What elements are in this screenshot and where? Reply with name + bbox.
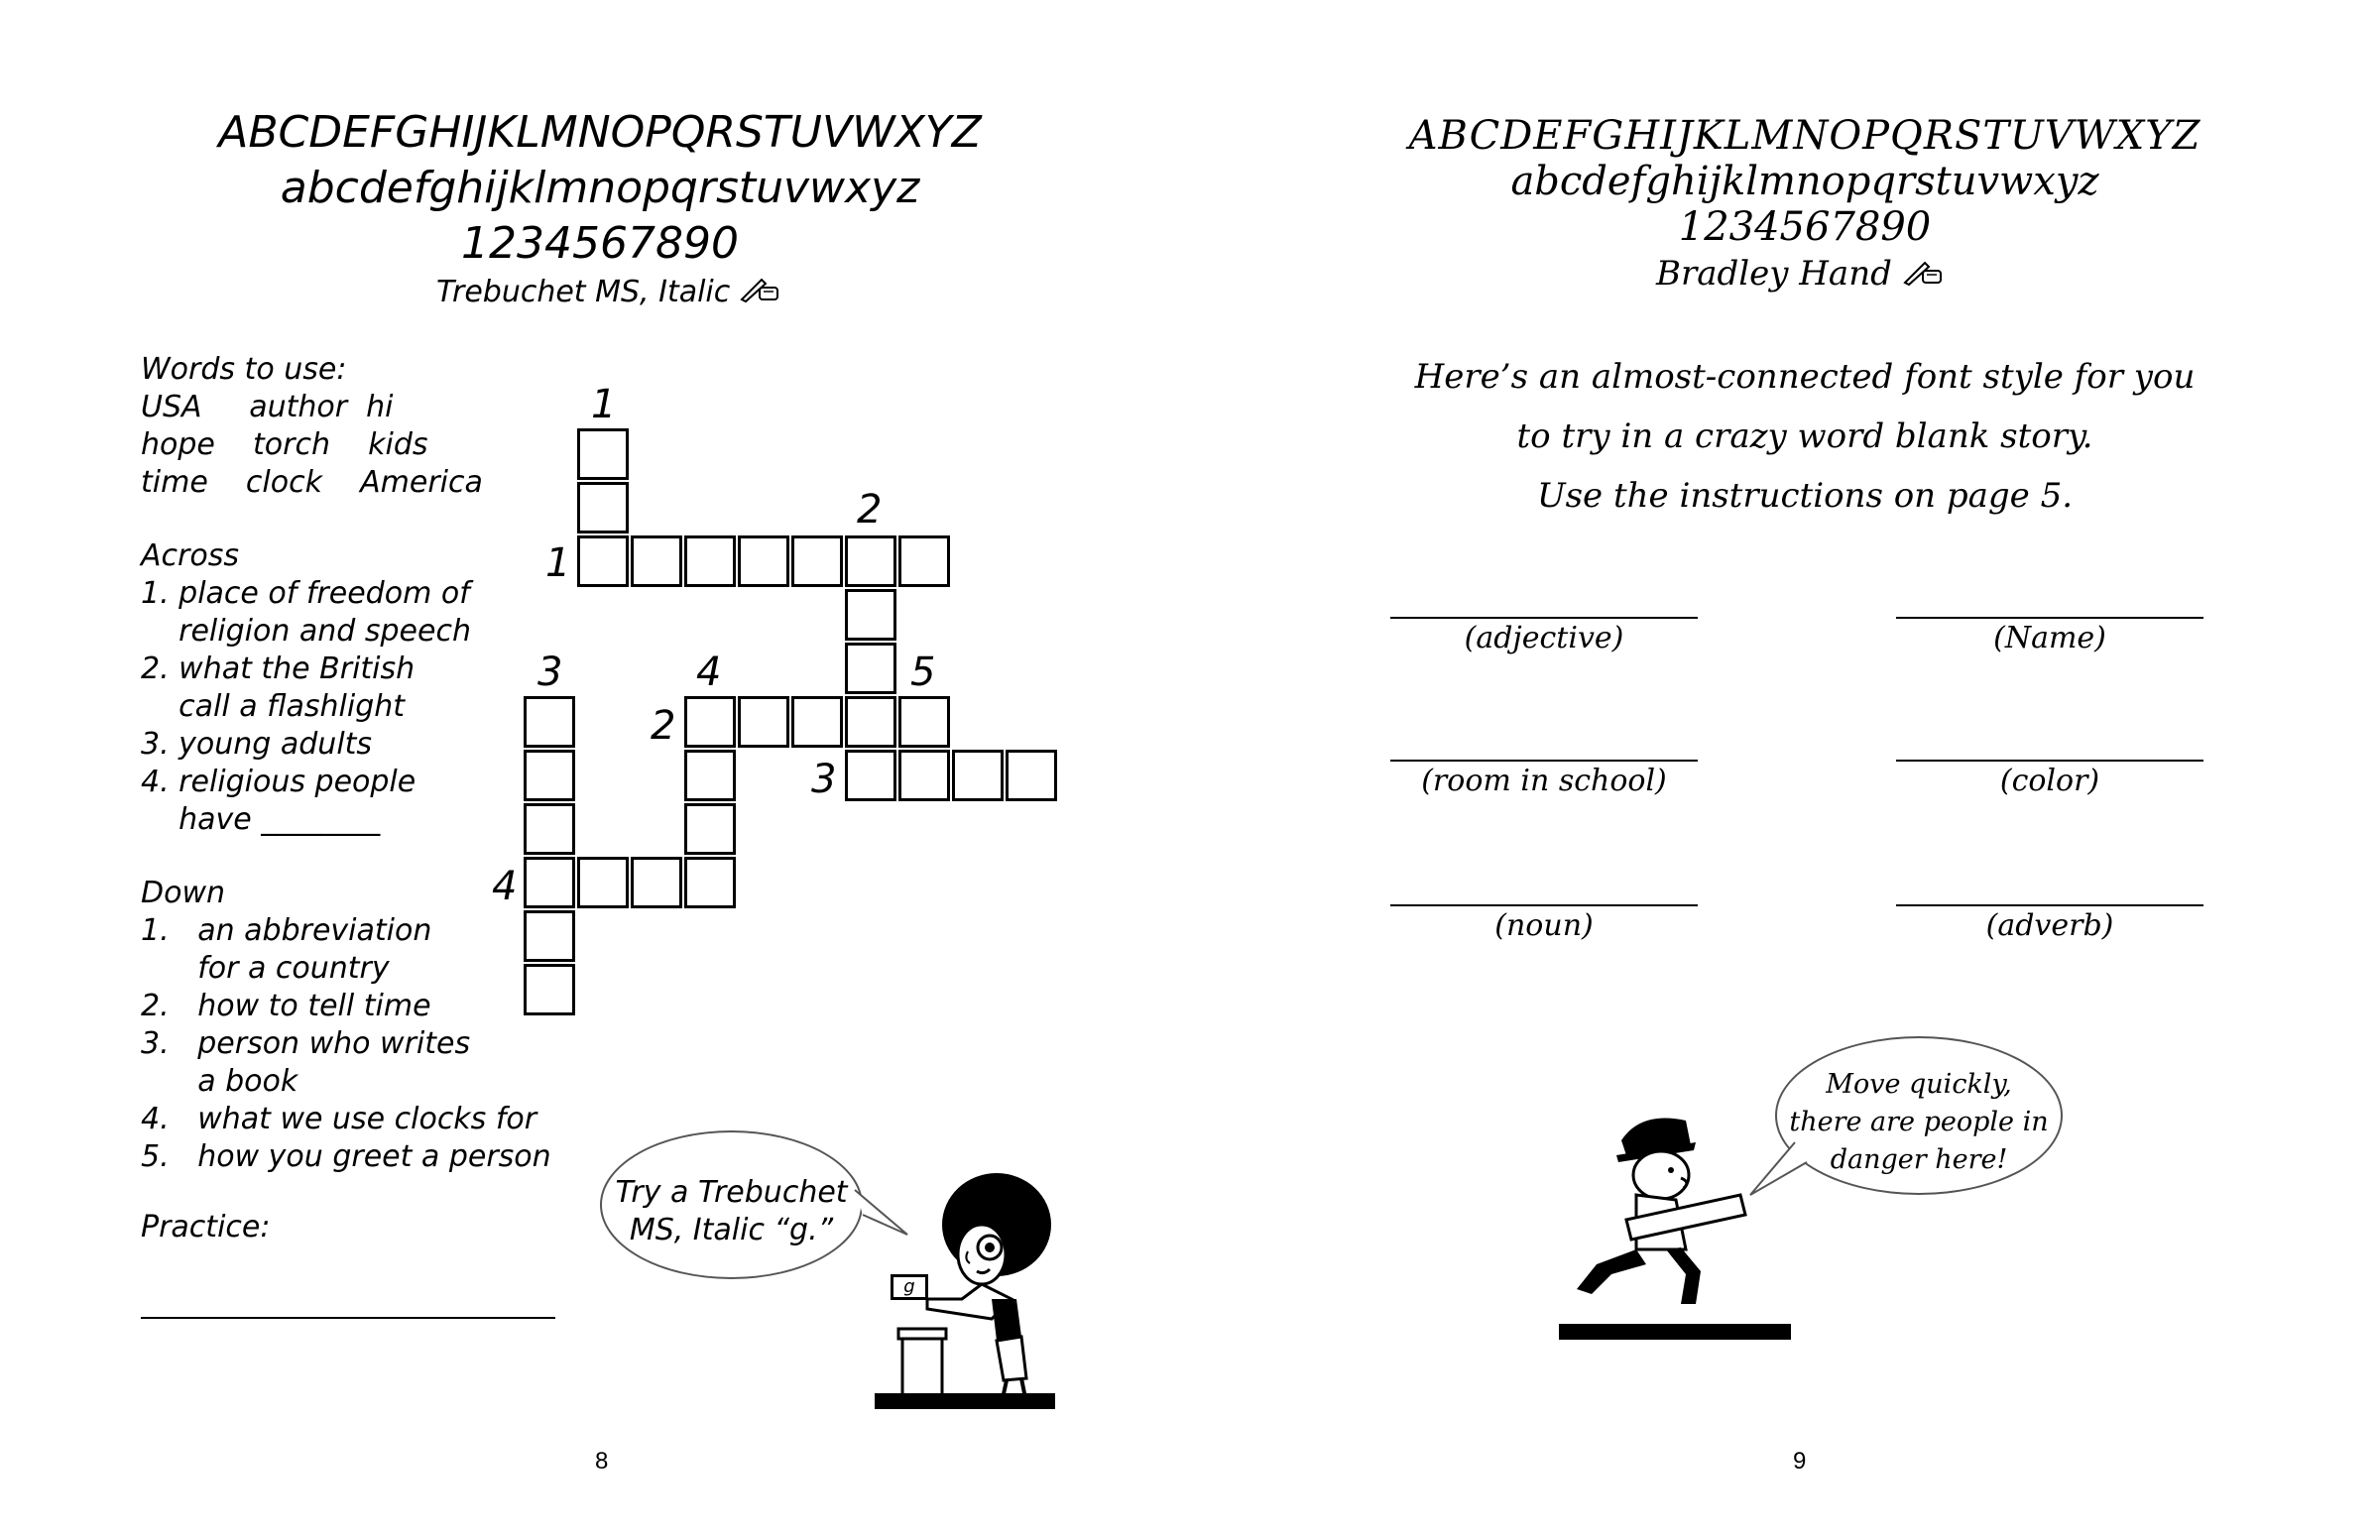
across-heading: Across bbox=[141, 538, 239, 573]
blank-label: (Name) bbox=[1993, 621, 2106, 655]
crossword-cell[interactable] bbox=[524, 696, 575, 748]
crossword-cell[interactable] bbox=[684, 535, 736, 587]
writing-hand-icon bbox=[740, 274, 779, 303]
clue: 2. what the British bbox=[141, 652, 416, 686]
blank-noun-line[interactable] bbox=[1390, 904, 1698, 906]
practice-label: Practice: bbox=[141, 1210, 271, 1244]
crossword-cell[interactable] bbox=[791, 696, 843, 748]
font-name bbox=[1656, 254, 1943, 294]
clue-number: 1 bbox=[591, 382, 617, 427]
clue: 1. an abbreviation bbox=[141, 913, 432, 948]
crossword-cell[interactable] bbox=[684, 750, 736, 801]
speech-line: Try a Trebuchet bbox=[615, 1175, 848, 1210]
ground-bar bbox=[1559, 1324, 1791, 1340]
crossword-cell[interactable] bbox=[791, 535, 843, 587]
crossword-cell[interactable] bbox=[577, 482, 629, 533]
blank-name-line[interactable] bbox=[1896, 617, 2203, 619]
word-bank-row: USA author hi bbox=[141, 390, 394, 424]
font-name-text: Trebuchet MS, Italic bbox=[436, 275, 731, 309]
clue-number: 1 bbox=[545, 540, 571, 586]
word-bank-row: hope torch kids bbox=[141, 427, 428, 462]
crossword-cell[interactable] bbox=[738, 535, 789, 587]
crossword-cell[interactable] bbox=[684, 696, 736, 748]
clue-number: 2 bbox=[857, 487, 883, 533]
down-clues bbox=[141, 875, 551, 1176]
blank-adjective-line[interactable] bbox=[1390, 617, 1698, 619]
intro-line: Use the instructions on page 5. bbox=[1536, 476, 2074, 516]
letter-card bbox=[891, 1274, 928, 1300]
speech-line: danger here! bbox=[1830, 1144, 2008, 1175]
clue: 4. religious people bbox=[141, 765, 416, 799]
clue: religion and speech bbox=[141, 614, 471, 649]
ground-bar bbox=[875, 1393, 1055, 1409]
practice-line[interactable] bbox=[141, 1317, 555, 1319]
crossword-cell[interactable] bbox=[1006, 750, 1057, 801]
speech-line: Move quickly, bbox=[1826, 1069, 2012, 1100]
page-number: 9 bbox=[1793, 1448, 1807, 1475]
across-clues bbox=[141, 537, 471, 839]
speech-line: there are people in bbox=[1789, 1107, 2049, 1137]
intro-line: Here’s an almost-connected font style for you bbox=[1414, 357, 2196, 397]
clue-number: 4 bbox=[492, 864, 518, 909]
clue: 5. how you greet a person bbox=[141, 1139, 551, 1174]
digits: 1234567890 bbox=[461, 218, 739, 269]
crossword-cell[interactable] bbox=[845, 589, 896, 641]
blank-label: (room in school) bbox=[1421, 764, 1667, 798]
crossword-cell[interactable] bbox=[631, 535, 682, 587]
uppercase-alphabet: ABCDEFGHIJKLMNOPQRSTUVWXYZ bbox=[218, 107, 982, 158]
word-bank-heading: Words to use: bbox=[141, 352, 347, 387]
font-name bbox=[436, 274, 779, 309]
clue: 3. person who writes bbox=[141, 1026, 471, 1061]
crossword-cell[interactable] bbox=[684, 857, 736, 908]
clue-number: 3 bbox=[811, 757, 837, 802]
crossword-cell[interactable] bbox=[845, 696, 896, 748]
blank-color-line[interactable] bbox=[1896, 760, 2203, 762]
right-page bbox=[1190, 0, 2380, 1540]
crossword-cell[interactable] bbox=[577, 857, 629, 908]
crossword-cell[interactable] bbox=[684, 803, 736, 855]
blank-room-line[interactable] bbox=[1390, 760, 1698, 762]
crossword-cell[interactable] bbox=[577, 535, 629, 587]
digits: 1234567890 bbox=[1678, 204, 1932, 250]
speech-text bbox=[602, 1174, 861, 1249]
lowercase-alphabet: abcdefghijklmnopqrstuvwxyz bbox=[280, 163, 920, 213]
crossword-cell[interactable] bbox=[631, 857, 682, 908]
crossword-cell[interactable] bbox=[524, 803, 575, 855]
clue: for a country bbox=[141, 951, 390, 986]
clue-number: 2 bbox=[651, 703, 676, 749]
lowercase-alphabet: abcdefghijklmnopqrstuvwxyz bbox=[1510, 159, 2099, 204]
crossword-cell[interactable] bbox=[738, 696, 789, 748]
crossword-cell[interactable] bbox=[524, 910, 575, 962]
crossword-cell[interactable] bbox=[845, 643, 896, 694]
clue: 3. young adults bbox=[141, 727, 373, 762]
down-heading: Down bbox=[141, 876, 226, 910]
speech-line: MS, Italic “g.” bbox=[629, 1213, 834, 1247]
intro-text bbox=[1190, 347, 2380, 526]
blank-label: (adjective) bbox=[1464, 621, 1624, 655]
crossword-cell[interactable] bbox=[524, 857, 575, 908]
clue: 1. place of freedom of bbox=[141, 576, 470, 611]
clue-number: 5 bbox=[910, 650, 936, 695]
crossword-cell[interactable] bbox=[898, 696, 950, 748]
speech-bubble bbox=[1775, 1036, 2063, 1195]
clue: 4. what we use clocks for bbox=[141, 1102, 537, 1136]
running-man-carrying-box-illustration bbox=[1567, 1101, 1805, 1329]
font-name-text: Bradley Hand bbox=[1656, 254, 1892, 294]
crossword-cell[interactable] bbox=[524, 964, 575, 1015]
crossword-cell[interactable] bbox=[898, 750, 950, 801]
clue: have ________ bbox=[141, 802, 381, 837]
uppercase-alphabet: ABCDEFGHIJKLMNOPQRSTUVWXYZ bbox=[1408, 113, 2202, 159]
word-bank bbox=[141, 351, 483, 502]
page-number: 8 bbox=[595, 1448, 609, 1475]
blank-label: (adverb) bbox=[1985, 908, 2114, 943]
intro-line: to try in a crazy word blank story. bbox=[1516, 416, 2093, 456]
blank-adverb-line[interactable] bbox=[1896, 904, 2203, 906]
crossword-cell[interactable] bbox=[898, 535, 950, 587]
crossword-cell[interactable] bbox=[952, 750, 1004, 801]
crossword-cell[interactable] bbox=[845, 750, 896, 801]
writing-hand-icon bbox=[1903, 257, 1943, 287]
clue-number: 3 bbox=[537, 650, 563, 695]
blank-label: (color) bbox=[1999, 764, 2100, 798]
crossword-cell[interactable] bbox=[845, 535, 896, 587]
blank-label: (noun) bbox=[1494, 908, 1594, 943]
word-bank-row: time clock America bbox=[141, 465, 483, 500]
speech-text bbox=[1777, 1066, 2061, 1179]
clue: 2. how to tell time bbox=[141, 989, 431, 1023]
card-letter: g bbox=[903, 1276, 915, 1297]
clue-number: 4 bbox=[696, 650, 722, 695]
clue: a book bbox=[141, 1064, 298, 1099]
clue: call a flashlight bbox=[141, 689, 406, 724]
speech-bubble bbox=[600, 1130, 863, 1279]
crossword-cell[interactable] bbox=[524, 750, 575, 801]
crossword-cell[interactable] bbox=[577, 428, 629, 480]
